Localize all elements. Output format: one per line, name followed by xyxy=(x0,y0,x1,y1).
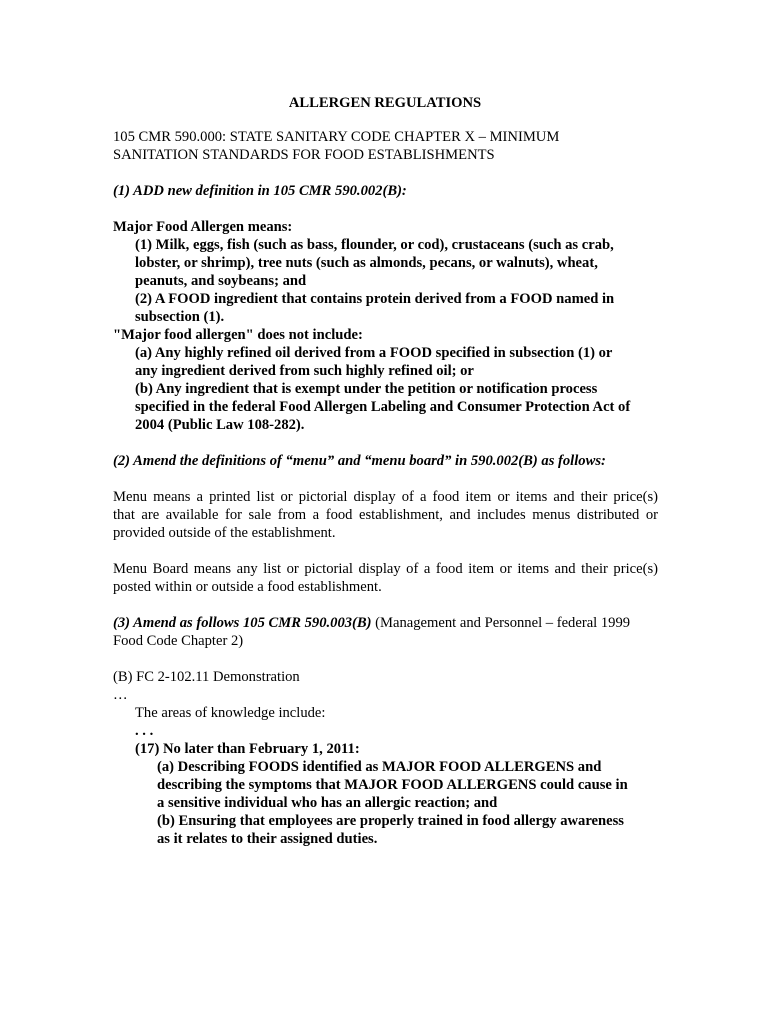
menu-board-definition-line: Menu Board means any list or pictorial display of a food item or items and their price(s) xyxy=(113,561,658,577)
section-2-heading: (2) Amend the definitions of “menu” and “menu board” in 590.002(B) as follows: xyxy=(113,453,606,469)
menu-board-definition-line: posted within or outside a food establishment. xyxy=(113,579,382,595)
item-17-line: as it relates to their assigned duties. xyxy=(157,831,378,847)
exclusion-line: (b) Any ingredient that is exempt under the petition or notification process xyxy=(135,381,598,397)
menu-definition-line: that are available for sale from a food establishment, and includes menus distributed or xyxy=(113,507,658,523)
section-3-heading-note-line-2: Food Code Chapter 2) xyxy=(113,633,244,649)
item-17-line: describing the symptoms that MAJOR FOOD ALLERGENS could cause in xyxy=(157,777,628,793)
exclusion-line: (a) Any highly refined oil derived from a FOOD specified in subsection (1) or xyxy=(135,345,613,361)
item-17-line: (b) Ensuring that employees are properly trained in food allergy awareness xyxy=(157,813,624,829)
item-17-line: a sensitive individual who has an allergic reaction; and xyxy=(157,795,498,811)
section-3-heading-line xyxy=(113,614,630,632)
exclusion-line: 2004 (Public Law 108-282). xyxy=(135,417,305,433)
exclusion-line: specified in the federal Food Allergen Labeling and Consumer Protection Act of xyxy=(135,399,631,415)
definition-line: (1) Milk, eggs, fish (such as bass, flounder, or cod), crustaceans (such as crab, xyxy=(135,237,614,253)
section-3-heading-note: (Management and Personnel – federal 1999 xyxy=(371,615,631,631)
definition-line: subsection (1). xyxy=(135,309,225,325)
header-line-2: SANITATION STANDARDS FOR FOOD ESTABLISHMENTS xyxy=(113,147,495,163)
menu-definition-line: provided outside of the establishment. xyxy=(113,525,336,541)
section-1-heading: (1) ADD new definition in 105 CMR 590.002(B): xyxy=(113,183,407,199)
menu-definition-line: Menu means a printed list or pictorial display of a food item or items and their price(s) xyxy=(113,489,658,505)
section-3-heading: (3) Amend as follows 105 CMR 590.003(B) xyxy=(113,615,372,631)
ellipsis: … xyxy=(113,687,128,703)
exclusion-term: "Major food allergen" does not include: xyxy=(113,327,363,343)
header-line-1: 105 CMR 590.000: STATE SANITARY CODE CHAPTER X – MINIMUM xyxy=(113,129,560,145)
item-17: (17) No later than February 1, 2011: xyxy=(135,741,360,757)
definition-line: peanuts, and soybeans; and xyxy=(135,273,307,289)
demonstration-label: (B) FC 2-102.11 Demonstration xyxy=(113,669,300,685)
ellipsis: . . . xyxy=(135,723,154,739)
major-food-allergen-term: Major Food Allergen means: xyxy=(113,219,293,235)
definition-line: (2) A FOOD ingredient that contains protein derived from a FOOD named in xyxy=(135,291,615,307)
areas-of-knowledge: The areas of knowledge include: xyxy=(135,705,326,721)
exclusion-line: any ingredient derived from such highly refined oil; or xyxy=(135,363,474,379)
item-17-line: (a) Describing FOODS identified as MAJOR FOOD ALLERGENS and xyxy=(157,759,602,775)
document-title: ALLERGEN REGULATIONS xyxy=(288,95,482,111)
definition-line: lobster, or shrimp), tree nuts (such as almonds, pecans, or walnuts), wheat, xyxy=(135,255,598,271)
